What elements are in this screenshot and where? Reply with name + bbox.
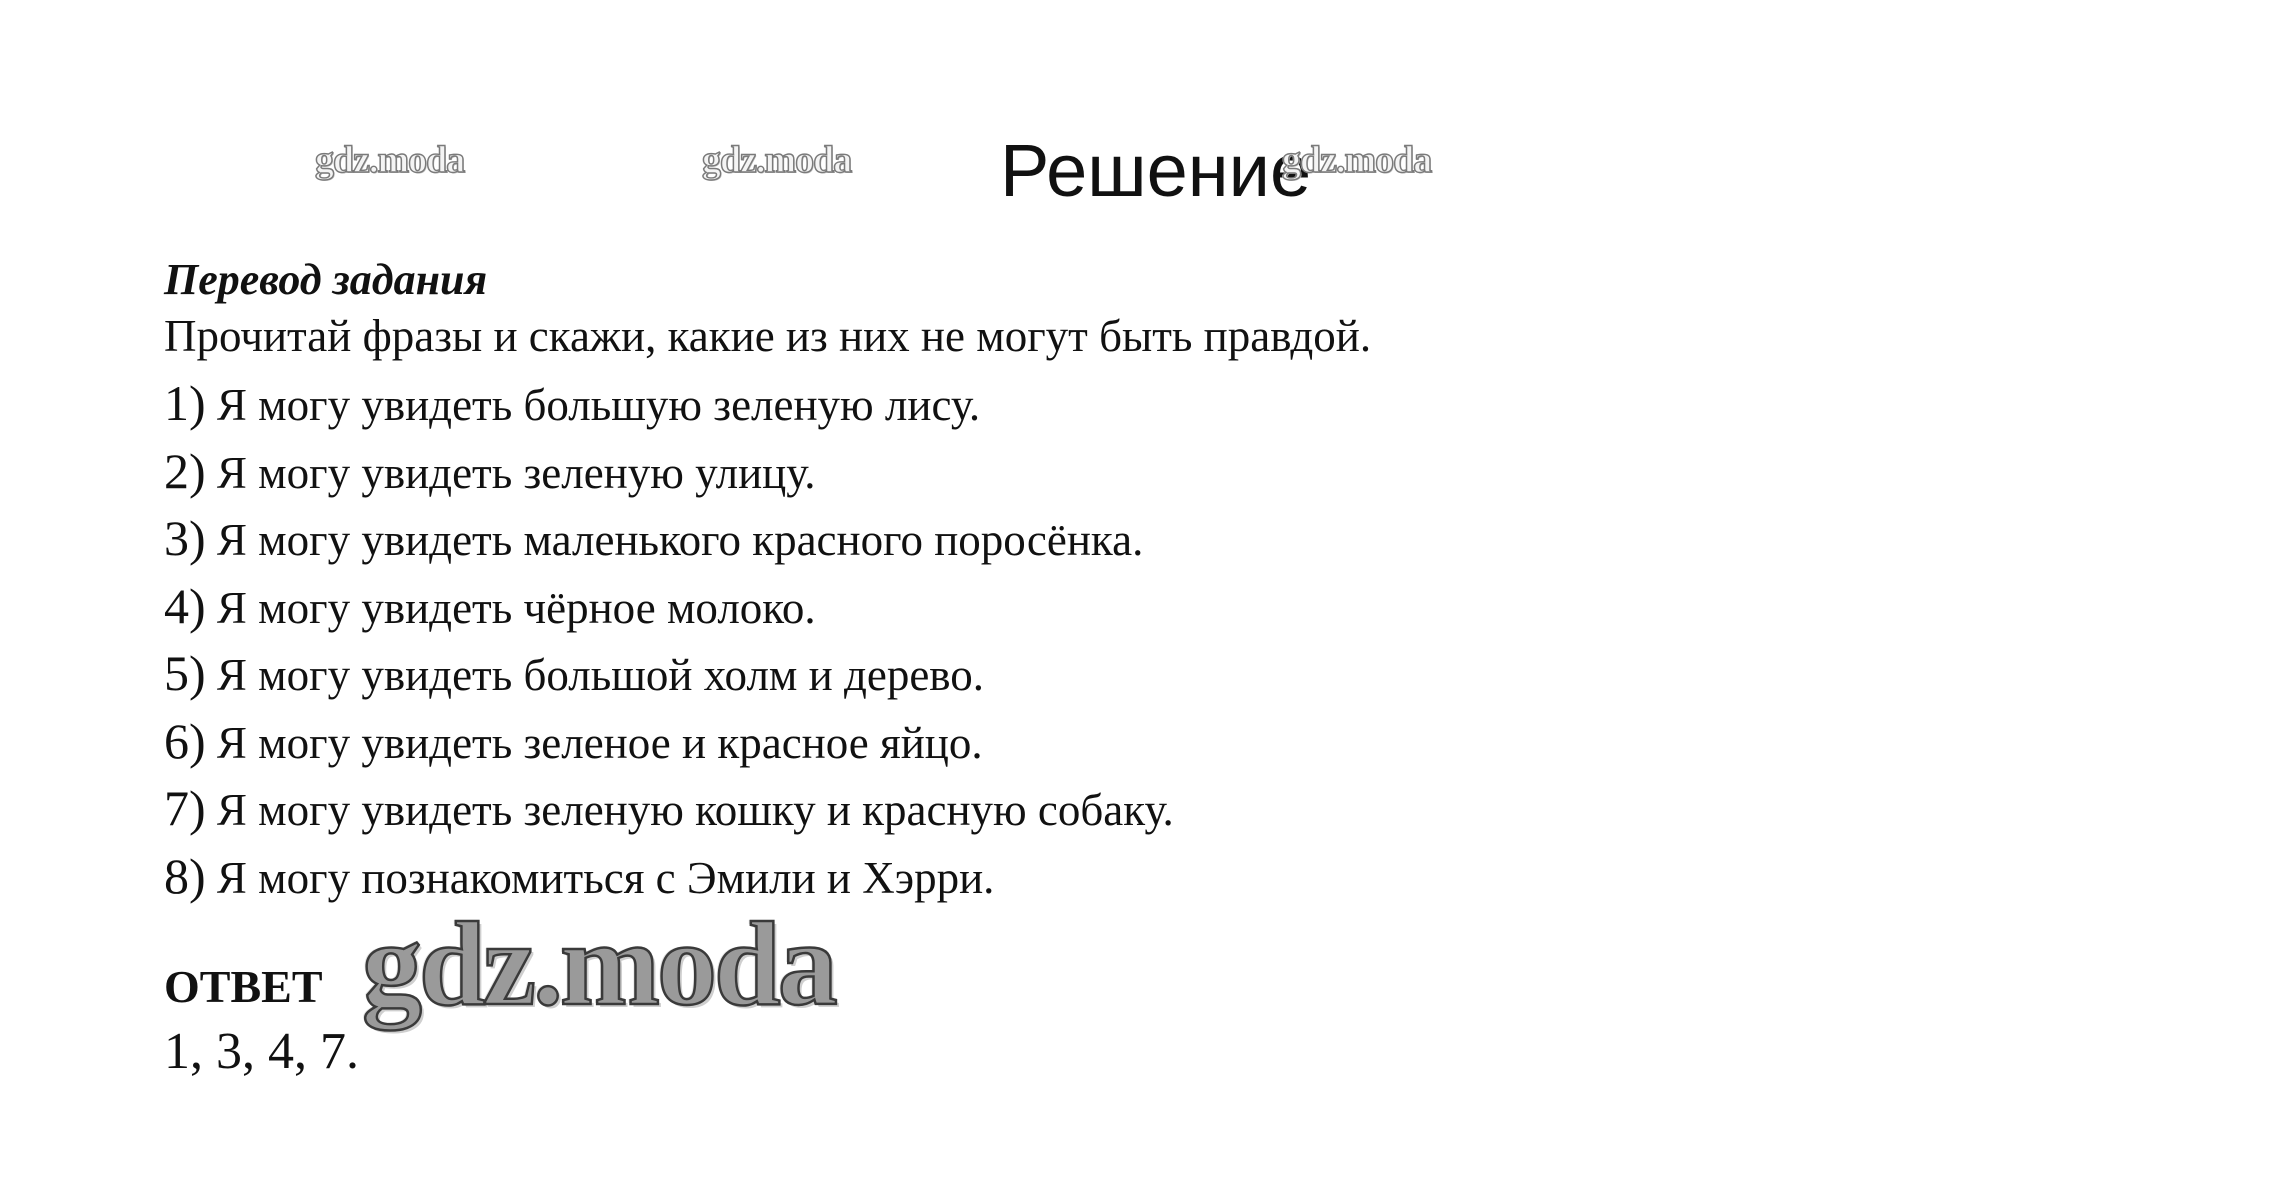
item-number: 2) — [164, 442, 206, 499]
item-number: 7) — [164, 780, 206, 836]
item-text: Я могу увидеть большую зеленую лису. — [205, 380, 981, 430]
list-item — [164, 438, 1174, 506]
item-number: 5) — [164, 645, 206, 701]
item-text: Я могу увидеть зеленую кошку и красную собаку. — [205, 785, 1174, 835]
item-text: Я могу познакомиться с Эмили и Хэрри. — [205, 852, 995, 903]
watermark-logo: gdz.moda — [315, 139, 465, 181]
task-translation-heading: Перевод задания — [164, 255, 488, 304]
phrase-list — [164, 370, 1174, 910]
watermark-logo: gdz.moda — [362, 897, 835, 1030]
list-item — [164, 640, 1174, 708]
answer-heading: ОТВЕТ — [164, 961, 323, 1012]
answer-value: 1, 3, 4, 7. — [164, 1023, 359, 1080]
item-number: 4) — [164, 577, 206, 634]
item-text: Я могу увидеть зеленое и красное яйцо. — [205, 717, 983, 768]
item-text: Я могу увидеть маленького красного поросёнка. — [205, 515, 1144, 565]
item-text: Я могу увидеть чёрное молоко. — [205, 582, 816, 633]
list-item — [164, 505, 1174, 573]
item-number: 3) — [164, 510, 206, 566]
list-item — [164, 775, 1174, 843]
list-item — [164, 708, 1174, 776]
watermark-logo: gdz.moda — [1282, 139, 1432, 181]
item-number: 8) — [164, 847, 206, 904]
item-number: 1) — [164, 375, 206, 431]
list-item — [164, 573, 1174, 641]
page-title: Решение — [1000, 129, 1312, 212]
item-number: 6) — [164, 712, 206, 769]
list-item — [164, 370, 1174, 438]
watermark-logo: gdz.moda — [702, 139, 852, 181]
task-instruction: Прочитай фразы и скажи, какие из них не могут быть правдой. — [164, 311, 1372, 361]
item-text: Я могу увидеть зеленую улицу. — [205, 447, 816, 498]
item-text: Я могу увидеть большой холм и дерево. — [205, 650, 984, 700]
